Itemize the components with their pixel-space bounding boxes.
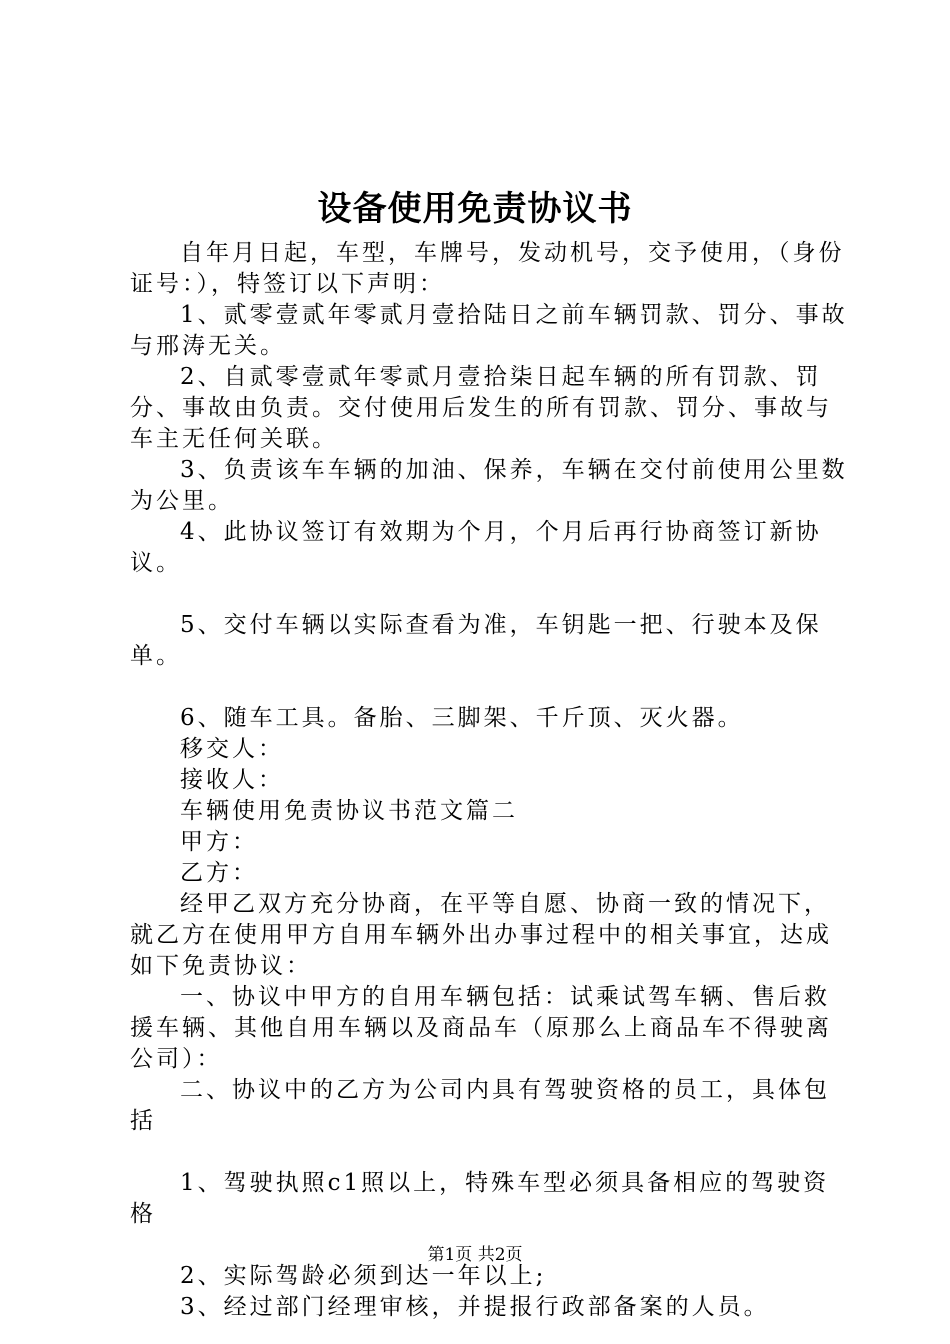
- document-body: [130, 238, 850, 1323]
- party-b-line: 乙方：: [180, 860, 258, 886]
- paragraph-item-5: 5、交付车辆以实际查看为准，车钥匙一把、行驶本及保单。: [130, 612, 822, 669]
- party-a-line: 甲方：: [180, 829, 258, 855]
- paragraph-requirement-1: 1、驾驶执照c1照以上，特殊车型必须具备相应的驾驶资格: [130, 1170, 830, 1227]
- paragraph-agreement-intro: 经甲乙双方充分协商，在平等自愿、协商一致的情况下，就乙方在使用甲方自用车辆外出办事过程中的相关事宜，达成如下免责协议：: [130, 891, 832, 979]
- paragraph-intro: 自年月日起，车型，车牌号，发动机号，交予使用，（身份证号：），特签订以下声明：: [130, 240, 845, 297]
- paragraph-requirement-3: 3、经过部门经理审核，并提报行政部备案的人员。: [180, 1294, 770, 1320]
- section-heading: 车辆使用免责协议书范文篇二: [180, 798, 518, 824]
- document-title: 设备使用免责协议书: [317, 189, 633, 229]
- transferor-line: 移交人：: [180, 736, 284, 762]
- paragraph-item-2: 2、自贰零壹贰年零贰月壹拾柒日起车辆的所有罚款、罚分、事故由负责。交付使用后发生的所有罚款、罚分、事故与车主无任何关联。: [130, 364, 832, 452]
- paragraph-item-3: 3、负责该车车辆的加油、保养，车辆在交付前使用公里数为公里。: [130, 457, 848, 514]
- paragraph-item-4: 4、此协议签订有效期为个月，个月后再行协商签订新协议。: [130, 519, 822, 576]
- page-number: 第1页 共2页: [427, 1245, 523, 1265]
- paragraph-item-6: 6、随车工具。备胎、三脚架、千斤顶、灭火器。: [180, 705, 744, 731]
- paragraph-clause-1: 一、协议中甲方的自用车辆包括：试乘试驾车辆、售后救援车辆、其他自用车辆以及商品车（原那么上商品车不得驶离公司）：: [130, 984, 832, 1072]
- receiver-line: 接收人：: [180, 767, 284, 793]
- paragraph-item-1: 1、贰零壹贰年零贰月壹拾陆日之前车辆罚款、罚分、事故与邢涛无关。: [130, 302, 848, 359]
- paragraph-clause-2: 二、协议中的乙方为公司内具有驾驶资格的员工，具体包括: [130, 1077, 830, 1134]
- paragraph-requirement-2: 2、实际驾龄必须到达一年以上;: [180, 1263, 547, 1289]
